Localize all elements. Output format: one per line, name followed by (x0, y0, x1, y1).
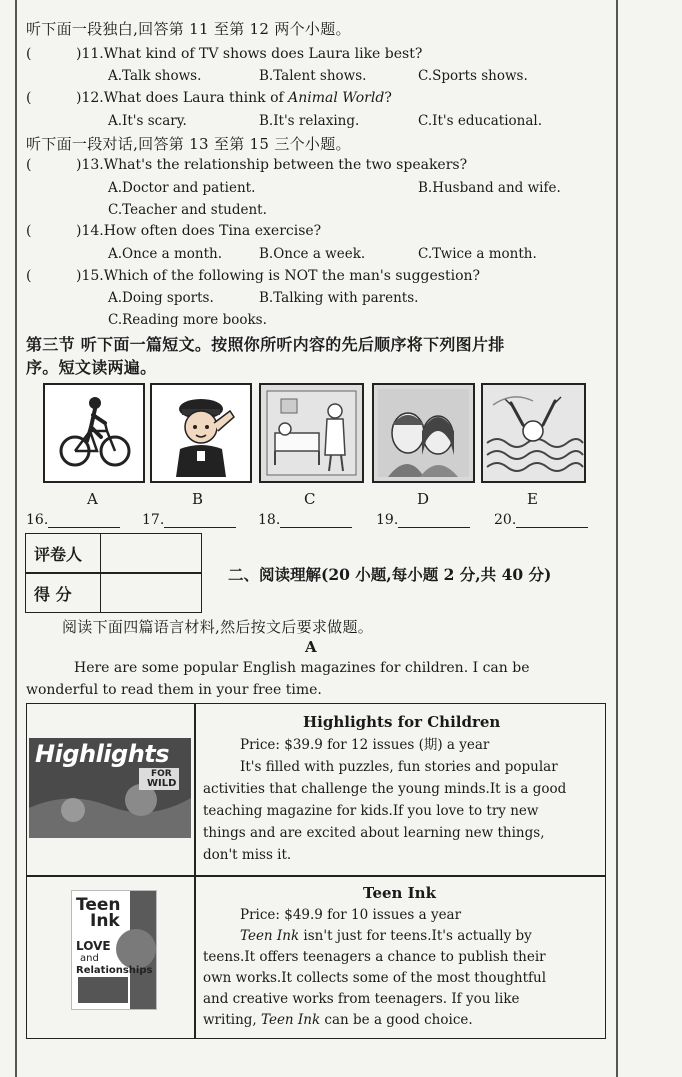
magazine1-line: activities that challenge the young minds.It is a good (203, 781, 567, 797)
magazine1-line: It's filled with puzzles, fun stories and popular (240, 759, 558, 775)
section-monologue-heading: 听下面一段独白,回答第 11 至第 12 两个小题。 (26, 20, 351, 38)
right-margin-line (616, 0, 618, 1077)
q12-option-b: B.It's relaxing. (259, 113, 360, 129)
part2-title: 二、阅读理解(20 小题,每小题 2 分,共 40 分) (228, 565, 552, 584)
teen-ink-cover-image (71, 890, 157, 1010)
score-label: 得 分 (34, 585, 72, 604)
magazine2-line: writing, Teen Ink can be a good choice. (203, 1012, 473, 1028)
q13-option-c: C.Teacher and student. (108, 202, 267, 218)
magazine1-title: Highlights for Children (303, 713, 501, 731)
q15-option-c: C.Reading more books. (108, 312, 267, 328)
reading-instructions: 阅读下面四篇语言材料,然后按文后要求做题。 (62, 618, 374, 636)
q11-question: )11.What kind of TV shows does Laura like best? (76, 46, 423, 62)
answer-blank-19[interactable]: 19. (376, 512, 470, 528)
teen-ink-cover-word3: Relationships (76, 965, 153, 976)
q11-paren: ( (26, 46, 32, 62)
q12-option-a: A.It's scary. (108, 113, 187, 129)
q13-paren: ( (26, 157, 32, 173)
answer-blank-18[interactable]: 18. (258, 512, 352, 528)
q12-question: )12.What does Laura think of Animal World? (76, 90, 392, 106)
picture-c-hospital (259, 383, 364, 483)
answer-blank-17[interactable]: 17. (142, 512, 236, 528)
highlights-cover-image (29, 738, 191, 838)
q14-paren: ( (26, 223, 32, 239)
picture-label-d: D (417, 490, 430, 508)
magazine2-price: Price: $49.9 for 10 issues a year (240, 907, 462, 923)
teen-ink-cover-word2: and (80, 953, 99, 964)
picture-b-officer (150, 383, 252, 483)
answer-blank-16[interactable]: 16. (26, 512, 120, 528)
highlights-cover-sub2: WILD (147, 778, 177, 789)
score-table (25, 533, 202, 613)
q15-question: )15.Which of the following is NOT the man's suggestion? (76, 268, 481, 284)
q11-option-c: C.Sports shows. (418, 68, 528, 84)
passage-intro-line1: Here are some popular English magazines for children. I can be (74, 660, 530, 676)
picture-a-cyclist (43, 383, 145, 483)
q15-option-a: A.Doing sports. (108, 290, 214, 306)
section-dialog-heading: 听下面一段对话,回答第 13 至第 15 三个小题。 (26, 135, 351, 153)
q15-paren: ( (26, 268, 32, 284)
picture-label-b: B (192, 490, 204, 508)
magazine1-price: Price: $39.9 for 12 issues (期) a year (240, 737, 490, 753)
q13-option-b: B.Husband and wife. (418, 180, 561, 196)
highlights-cover-logo: Highlights (35, 740, 170, 768)
magazine1-line: things and are excited about learning new things, (203, 825, 545, 841)
q14-option-c: C.Twice a month. (418, 246, 537, 262)
q13-option-a: A.Doctor and patient. (108, 180, 256, 196)
magazine1-line: don't miss it. (203, 847, 292, 863)
q14-question: )14.How often does Tina exercise? (76, 223, 322, 239)
magazine-table (26, 703, 606, 1039)
q14-option-a: A.Once a month. (108, 246, 223, 262)
teen-ink-cover-brand2: Ink (90, 911, 120, 931)
magazine2-line: and creative works from teenagers. If you like (203, 991, 520, 1007)
section3-line1: 第三节 听下面一篇短文。按照你所听内容的先后顺序将下列图片排 (26, 335, 505, 354)
magazine2-line: own works.It collects some of the most thoughtful (203, 970, 547, 986)
q11-option-b: B.Talent shows. (259, 68, 367, 84)
teen-ink-cover-brand1: Teen (76, 895, 121, 915)
picture-label-e: E (527, 490, 538, 508)
answer-blank-20[interactable]: 20. (494, 512, 588, 528)
q12-option-c: C.It's educational. (418, 113, 542, 129)
reviewer-label: 评卷人 (34, 545, 83, 564)
magazine2-line: teens.It offers teenagers a chance to publish their (203, 949, 546, 965)
q14-option-b: B.Once a week. (259, 246, 366, 262)
teen-ink-cover-word1: LOVE (76, 939, 111, 953)
picture-e-drowning (481, 383, 586, 483)
highlights-cover-sub: FOR (151, 769, 172, 779)
section3-line2: 序。短文读两遍。 (26, 358, 157, 377)
q12-paren: ( (26, 90, 32, 106)
q15-option-b: B.Talking with parents. (259, 290, 419, 306)
picture-label-c: C (304, 490, 316, 508)
passage-letter: A (305, 638, 317, 656)
q11-option-a: A.Talk shows. (108, 68, 202, 84)
q13-question: )13.What's the relationship between the two speakers? (76, 157, 468, 173)
picture-label-a: A (87, 490, 98, 508)
magazine2-title: Teen Ink (363, 884, 436, 902)
picture-d-couple (372, 383, 475, 483)
magazine1-line: teaching magazine for kids.If you love to try new (203, 803, 539, 819)
passage-intro-line2: wonderful to read them in your free time. (26, 682, 322, 698)
left-margin-line (15, 0, 17, 1077)
magazine2-line: Teen Ink isn't just for teens.It's actually by (240, 928, 532, 944)
